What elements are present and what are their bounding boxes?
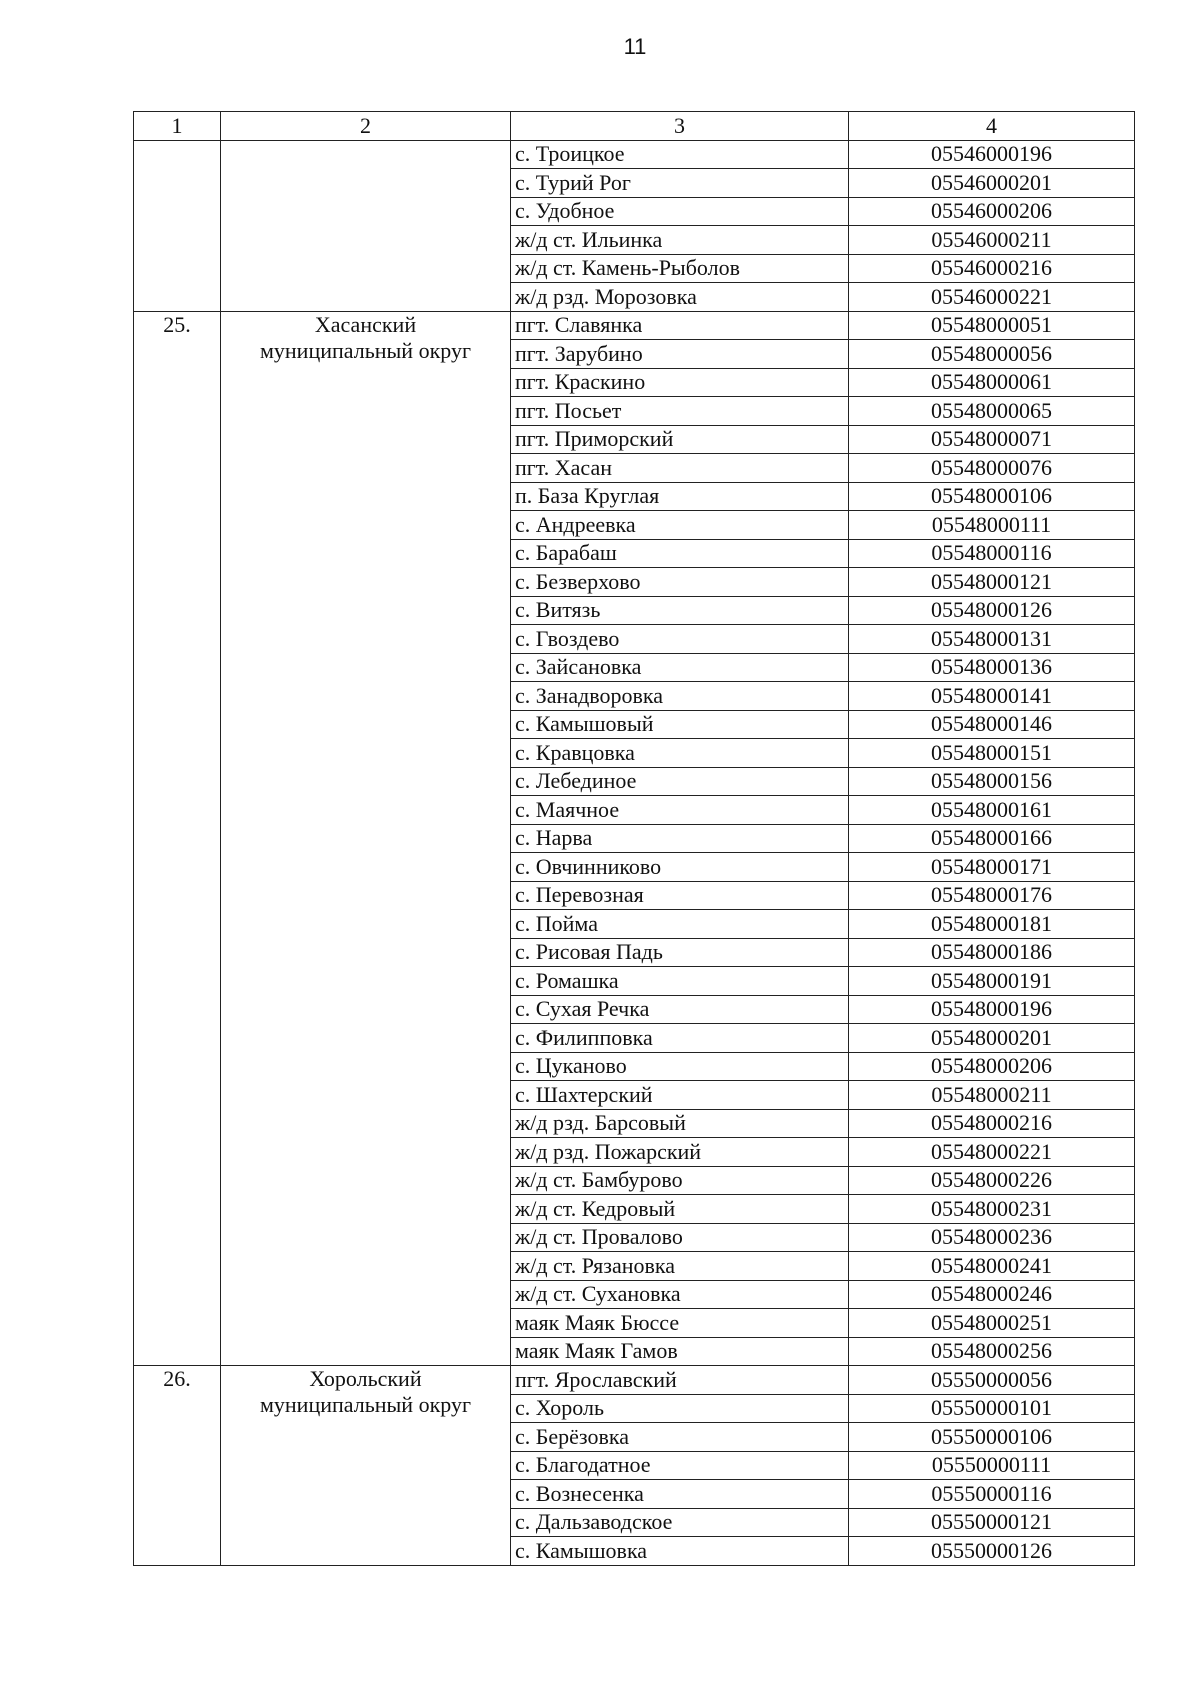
settlement-name: с. Хороль xyxy=(511,1394,849,1423)
settlement-name: с. Благодатное xyxy=(511,1451,849,1480)
row-number-cell xyxy=(134,140,221,311)
oktmo-code: 05548000236 xyxy=(849,1223,1135,1252)
settlement-name: с. Рисовая Падь xyxy=(511,938,849,967)
settlement-name: с. Лебединое xyxy=(511,767,849,796)
oktmo-code: 05548000056 xyxy=(849,340,1135,369)
oktmo-code: 05546000211 xyxy=(849,226,1135,255)
oktmo-code: 05548000131 xyxy=(849,625,1135,654)
settlement-name: с. Безверхово xyxy=(511,568,849,597)
oktmo-code: 05546000216 xyxy=(849,254,1135,283)
district-name-line: Хасанский xyxy=(314,311,417,337)
oktmo-code: 05548000241 xyxy=(849,1252,1135,1281)
table-row xyxy=(134,1366,1135,1395)
settlement-name: с. Дальзаводское xyxy=(511,1508,849,1537)
settlement-name: пгт. Посьет xyxy=(511,397,849,426)
settlement-name: пгт. Славянка xyxy=(511,311,849,340)
settlement-name: ж/д рзд. Барсовый xyxy=(511,1109,849,1138)
oktmo-code: 05548000251 xyxy=(849,1309,1135,1338)
oktmo-code: 05548000201 xyxy=(849,1024,1135,1053)
settlement-name: п. База Круглая xyxy=(511,482,849,511)
oktmo-code: 05548000061 xyxy=(849,368,1135,397)
oktmo-code: 05548000111 xyxy=(849,511,1135,540)
settlement-name: ж/д рзд. Морозовка xyxy=(511,283,849,312)
oktmo-code: 05548000121 xyxy=(849,568,1135,597)
oktmo-code: 05550000111 xyxy=(849,1451,1135,1480)
oktmo-code: 05548000231 xyxy=(849,1195,1135,1224)
settlement-name: с. Камышовый xyxy=(511,710,849,739)
settlement-name: с. Витязь xyxy=(511,596,849,625)
district-name-line: муниципальный округ xyxy=(259,337,471,363)
settlement-name: ж/д ст. Кедровый xyxy=(511,1195,849,1224)
settlement-name: с. Маячное xyxy=(511,796,849,825)
oktmo-code: 05548000116 xyxy=(849,539,1135,568)
oktmo-code: 05548000071 xyxy=(849,425,1135,454)
column-header: 2 xyxy=(221,112,511,141)
settlement-name: с. Пойма xyxy=(511,910,849,939)
settlement-name: маяк Маяк Гамов xyxy=(511,1337,849,1366)
settlement-name: с. Андреевка xyxy=(511,511,849,540)
column-header: 4 xyxy=(849,112,1135,141)
oktmo-code: 05548000051 xyxy=(849,311,1135,340)
district-name-line: муниципальный округ xyxy=(259,1392,471,1417)
oktmo-code: 05546000221 xyxy=(849,283,1135,312)
row-number: 25. xyxy=(134,311,221,1366)
table-row xyxy=(134,311,1135,340)
settlement-name: с. Кравцовка xyxy=(511,739,849,768)
settlement-name: с. Ромашка xyxy=(511,967,849,996)
settlement-name: ж/д ст. Рязановка xyxy=(511,1252,849,1281)
settlement-name: ж/д ст. Провалово xyxy=(511,1223,849,1252)
table-body xyxy=(134,140,1135,1565)
oktmo-code: 05548000221 xyxy=(849,1138,1135,1167)
settlement-name: с. Камышовка xyxy=(511,1537,849,1566)
oktmo-code: 05548000186 xyxy=(849,938,1135,967)
oktmo-code: 05548000246 xyxy=(849,1280,1135,1309)
settlement-name: с. Цуканово xyxy=(511,1052,849,1081)
oktmo-code: 05550000121 xyxy=(849,1508,1135,1537)
settlement-name: с. Филипповка xyxy=(511,1024,849,1053)
oktmo-code: 05548000181 xyxy=(849,910,1135,939)
settlement-name: ж/д ст. Бамбурово xyxy=(511,1166,849,1195)
oktmo-code: 05548000126 xyxy=(849,596,1135,625)
row-number: 26. xyxy=(134,1366,221,1566)
oktmo-code: 05548000146 xyxy=(849,710,1135,739)
oktmo-code: 05546000196 xyxy=(849,140,1135,169)
oktmo-code: 05548000161 xyxy=(849,796,1135,825)
oktmo-code: 05548000106 xyxy=(849,482,1135,511)
column-number-row xyxy=(134,112,1135,141)
oktmo-code: 05548000191 xyxy=(849,967,1135,996)
oktmo-code: 05548000206 xyxy=(849,1052,1135,1081)
settlement-name: с. Барабаш xyxy=(511,539,849,568)
column-header: 1 xyxy=(134,112,221,141)
settlement-name: пгт. Краскино xyxy=(511,368,849,397)
oktmo-code: 05550000056 xyxy=(849,1366,1135,1395)
oktmo-code: 05548000141 xyxy=(849,682,1135,711)
settlements-table xyxy=(133,111,1135,1566)
settlement-name: ж/д рзд. Пожарский xyxy=(511,1138,849,1167)
settlement-name: с. Перевозная xyxy=(511,881,849,910)
district-name xyxy=(221,311,511,1366)
settlement-name: с. Зайсановка xyxy=(511,653,849,682)
settlement-name: с. Удобное xyxy=(511,197,849,226)
oktmo-code: 05550000106 xyxy=(849,1423,1135,1452)
settlement-name: с. Шахтерский xyxy=(511,1081,849,1110)
settlement-name: пгт. Приморский xyxy=(511,425,849,454)
oktmo-code: 05548000166 xyxy=(849,824,1135,853)
district-name-line: Хорольский xyxy=(309,1366,422,1391)
settlement-name: с. Троицкое xyxy=(511,140,849,169)
oktmo-code: 05546000206 xyxy=(849,197,1135,226)
settlement-name: ж/д ст. Ильинка xyxy=(511,226,849,255)
column-header: 3 xyxy=(511,112,849,141)
oktmo-code: 05548000211 xyxy=(849,1081,1135,1110)
settlement-name: с. Сухая Речка xyxy=(511,995,849,1024)
settlement-name: с. Нарва xyxy=(511,824,849,853)
oktmo-code: 05548000176 xyxy=(849,881,1135,910)
oktmo-code: 05550000101 xyxy=(849,1394,1135,1423)
oktmo-code: 05548000171 xyxy=(849,853,1135,882)
settlement-name: пгт. Хасан xyxy=(511,454,849,483)
settlement-name: ж/д ст. Камень-Рыболов xyxy=(511,254,849,283)
settlement-name: с. Овчинниково xyxy=(511,853,849,882)
settlement-name: пгт. Ярославский xyxy=(511,1366,849,1395)
settlement-name: с. Вознесенка xyxy=(511,1480,849,1509)
settlement-name: с. Гвоздево xyxy=(511,625,849,654)
oktmo-code: 05546000201 xyxy=(849,169,1135,198)
oktmo-code: 05548000136 xyxy=(849,653,1135,682)
oktmo-code: 05548000065 xyxy=(849,397,1135,426)
oktmo-code: 05548000226 xyxy=(849,1166,1135,1195)
settlement-name: ж/д ст. Сухановка xyxy=(511,1280,849,1309)
table-row xyxy=(134,140,1135,169)
settlement-name: с. Берёзовка xyxy=(511,1423,849,1452)
district-cell xyxy=(221,140,511,311)
district-name xyxy=(221,1366,511,1566)
settlement-name: пгт. Зарубино xyxy=(511,340,849,369)
oktmo-code: 05548000196 xyxy=(849,995,1135,1024)
settlement-name: с. Занадворовка xyxy=(511,682,849,711)
oktmo-code: 05548000076 xyxy=(849,454,1135,483)
oktmo-code: 05550000116 xyxy=(849,1480,1135,1509)
oktmo-code: 05548000156 xyxy=(849,767,1135,796)
oktmo-code: 05548000256 xyxy=(849,1337,1135,1366)
oktmo-code: 05548000151 xyxy=(849,739,1135,768)
oktmo-code: 05550000126 xyxy=(849,1537,1135,1566)
page-number: 11 xyxy=(623,34,647,59)
settlement-name: маяк Маяк Бюссе xyxy=(511,1309,849,1338)
settlement-name: с. Турий Рог xyxy=(511,169,849,198)
oktmo-code: 05548000216 xyxy=(849,1109,1135,1138)
